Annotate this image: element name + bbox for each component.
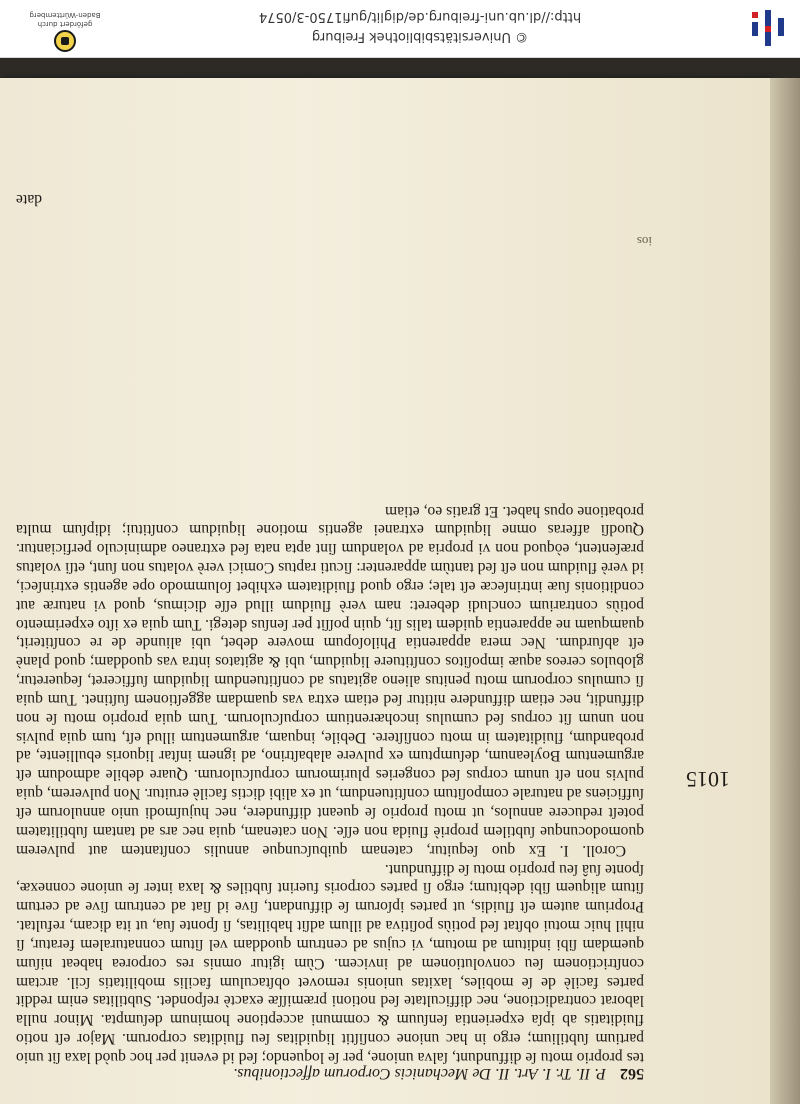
paragraph: tes proprio motu ſe diffundunt, ſalva unione, per ſe loquendo; ſed id evenit per hoc quòd laxa ſit unio partium ſubtilium; ergo in hac unione conſiſtit liquiditas ſeu fluiditas corporum. Major eſt notio fluiditatis ab ipſa experientia ſenſuum & communi acceptione hominum deſumpta. Minor nulla laborat contradictione, nec difficultate ſed notioni præmiſſæ exactè reſpondet. Subtilitas enim reddit partes facilè de ſe mobiles, laxitas unionis removet obſtaculum facilis mobilitatis ſcil. arctam conſtrictionem ſeu convolutionem ad invicem. Cùm igitur omnis res corporea habeat niſum quemdam ſibi inditum ad motum, vi cujus ad centrum quoddam vel ſitum connaturalem feratur, ſi nihil huic motui obſtat ſed potiùs poſitiva ad illum adſit habilitas, ſi ſponte ſua, ut ita dicam, refultat. Proprium autem eſt fluidis, ut partes ipſorum ſe diffundant, ſive id ſiat ad centrum ſive ad certum ſitum aliquem ſibi debitum; ergo ſi partes corporis fuerint ſubtiles & laxa inter ſe unione connexæ, ſponte ſuâ ſeu proprio motu ſe diffundunt. (16, 860, 644, 1066)
permalink-url[interactable]: http://dl.ub.uni-freiburg.de/diglit/gufi1750-3/0574 (258, 9, 582, 24)
library-banner (0, 0, 800, 58)
page-number: 562 (620, 1065, 644, 1082)
baden-wuerttemberg-seal-icon (54, 30, 76, 52)
funder-logo (10, 4, 120, 54)
page-content (0, 78, 770, 1104)
page-edge (770, 78, 800, 1104)
body-text (16, 501, 644, 1066)
catchword: date (16, 191, 42, 208)
running-head (16, 1064, 644, 1082)
running-head-title: P. II. Tr. I. Art. II. De Mechanicis Corporum affectionibus. (233, 1065, 606, 1082)
marginal-number: 1015 (686, 767, 730, 792)
funder-state-text: Baden-Württemberg (29, 11, 101, 19)
banner-text (150, 6, 690, 46)
copyright-text: © Universitätsbibliothek Freiburg (311, 29, 529, 44)
funder-by-text: gefördert durch (37, 20, 93, 28)
signature-mark: ios (636, 234, 652, 249)
paragraph: Coroll. I. Ex quo ſequitur, catenam quibuſcunque annulis conſtantem aut pulverem quomodocunque ſubtilem propriè fluida non eſſe. Non catenam, quia nec ars ad tantam ſubtilitatem poteſt reducere annulos, ut motu proprio ſe queant diffundere, nec hujuſmodi unio annulorum eſt ſufficiens ad naturale compoſitum conſtituendum, ut ex alibi dictis facilè eruitur. Non pulverem, quia pulvis non eſt unum corpus ſed congeries plurimorum corpuſculorum. Quare debile admodum eſt argumentum Boyleanum, deſumptum ex pulvere alabaſtrino, ad ignem inſtar liquoris ebulliente, ad probandum, fluiditatem in motu conſiſtere. Debile, inquam, argumentum illud eſt, tum quia pulvis non unum ſit corpus ſed cumulus incohærentium corpuſculorum. Tum quia proprio motu ſe non diffundit, nec etiam diffundere nititur ſed etiam extra vas quamdam aggeſtionem ſuſtinet. Tum quia ſi cumulus corporum motu penitus alieno agitatus ad conſtituendum liquidum ſufficeret, ſequeretur, globulos cereos aquæ impoſitos conſtituere liquidum, ubi & agitatos intra vas quoddam; quod planè eſt abſurdum. Nec mera apparentia Philoſopum movere debet, ubi aliunde de re conſtiterit, quamquam ne apparentia quidem talis ſit, quin poſſit per ſenſus detegi. Tum quia ex iſto experimento potiùs contrarium concludi deberet: nam verè fluidum illud eſſe dicimus, quod vi naturæ aut conditionis ſuæ intrinſecæ eſt tale; ergo quod fluiditatem exhibet ſolummodo ope agentis extrinſeci, id verè fluidum non eſt ſed tantùm apparenter: ſicuti raptus Comici verè volatus non ſunt, etſi volatus præſentent, eòquod non vi propria ad volandum ſint apta nata ſed extraneo adminiculo perficiantur. Quodſi afferas omne liquidum extranei agentis motione liquidum conſtitui; idipſum multa probatione opus habet. Et gratis eo, etiam (16, 502, 644, 859)
ub-freiburg-logo-icon (748, 8, 788, 48)
